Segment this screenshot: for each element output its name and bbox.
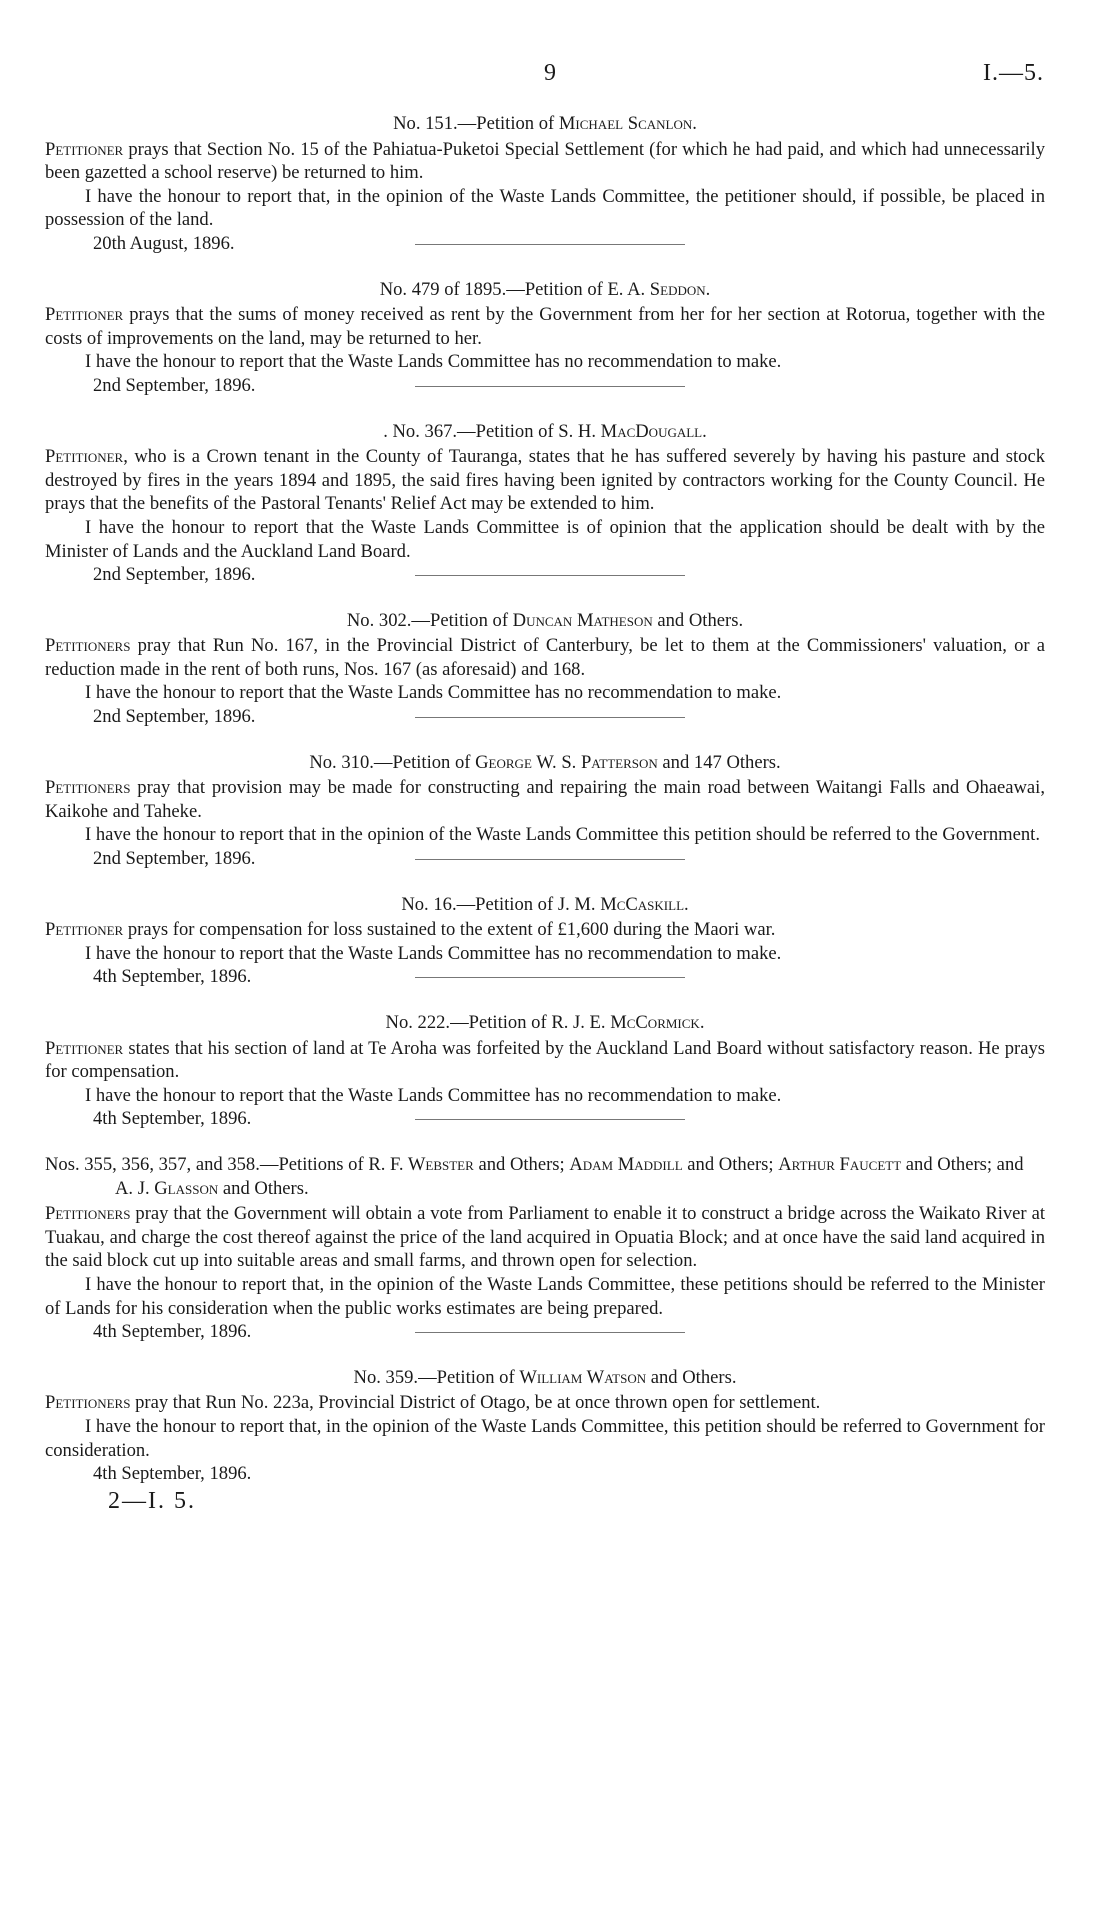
petitioner-name: Duncan Matheson (512, 609, 653, 631)
report-date-text: 2nd September, 1896. (93, 848, 256, 870)
section-divider (415, 717, 685, 718)
petitioner-name: George W. S. Patterson (475, 751, 658, 773)
petition-entry (45, 609, 1045, 729)
section-divider (415, 1332, 685, 1333)
petition-title-suffix: . (702, 420, 707, 442)
petition-prayer (45, 776, 1045, 823)
report-date (45, 563, 1045, 587)
petitioner-word: Petitioners (45, 635, 131, 657)
prayer-text: pray that Run No. 223a, Provincial District of Otago, be at once thrown open for settlement. (135, 1392, 821, 1414)
committee-report: I have the honour to report that the Waste Lands Committee is of opinion that the application should be dealt with by the Minister of Lands and the Auckland Land Board. (45, 516, 1045, 562)
section-divider (415, 386, 685, 387)
petition-title-suffix: and Others. (218, 1177, 309, 1199)
report-date (45, 965, 1045, 989)
petition-title (45, 112, 1045, 136)
petitions-list (45, 112, 1045, 1516)
report-date-text: 2nd September, 1896. (93, 564, 256, 586)
petitioner-word: Petitioners (45, 777, 131, 799)
report-date (45, 705, 1045, 729)
petitioner-name: Arthur Faucett (778, 1153, 902, 1175)
petitioner-name: William Watson (519, 1366, 647, 1388)
petition-number: No. 151.—Petition of (393, 113, 559, 134)
petitioner-name: Adam Maddill (569, 1153, 683, 1175)
petitioner-word: Petitioner (45, 304, 124, 326)
report-date (45, 1462, 1045, 1486)
petition-title-separator: and Others; (682, 1153, 779, 1175)
petition-entry (45, 1366, 1045, 1486)
petitioner-name: J. M. McCaskill (557, 893, 685, 915)
petition-prayer (45, 634, 1045, 681)
petition-number: No. 479 of 1895.—Petition of (379, 278, 608, 300)
report-date (45, 232, 1045, 256)
section-divider (415, 859, 685, 860)
report-date-text: 4th September, 1896. (93, 1463, 252, 1485)
petition-title-suffix: and Others. (652, 609, 744, 631)
document-reference: I.—5. (983, 60, 1044, 86)
prayer-text: prays that Section No. 15 of the Pahiatua-Puketoi Special Settlement (for which he had paid, and which had unnecessarily been gazetted a school reserve) be returned to him. (45, 138, 1045, 184)
petitioner-name: Michael Scanlon (558, 113, 693, 134)
prayer-text: prays that the sums of money received as rent by the Government from her for her section at Rotorua, together with the costs of improvements on the land, may be returned to her. (45, 304, 1045, 349)
committee-report: I have the honour to report that in the opinion of the Waste Lands Committee this petition should be referred to the Government. (85, 824, 1040, 846)
petition-entry (45, 1011, 1045, 1131)
petition-entry-multi (45, 1153, 1045, 1344)
section-divider (415, 1119, 685, 1120)
petition-entry (45, 893, 1045, 989)
report-date (45, 374, 1045, 398)
page-number: 9 (544, 60, 556, 86)
petition-entry (45, 112, 1045, 256)
petition-title-suffix: . (684, 893, 689, 915)
petition-title (45, 893, 1045, 917)
report-date-text: 2nd September, 1896. (93, 374, 256, 396)
petition-prayer (45, 1391, 1045, 1415)
petitioner-name: A. J. Glasson (115, 1177, 219, 1199)
petition-prayer (45, 1037, 1045, 1084)
committee-report: I have the honour to report that the Waste Lands Committee has no recommendation to make. (85, 682, 782, 704)
petition-number: No. 310.—Petition of (309, 751, 476, 773)
committee-report: I have the honour to report that the Waste Lands Committee has no recommendation to make. (85, 1084, 782, 1106)
section-divider (415, 244, 685, 245)
prayer-text: prays for compensation for loss sustained to the extent of £1,600 during the Maori war. (127, 919, 776, 941)
petition-number: No. 359.—Petition of (353, 1366, 520, 1388)
petition-title (45, 420, 1045, 444)
section-divider (415, 575, 685, 576)
signature-mark: 2—I. 5. (108, 1487, 196, 1514)
petition-title-suffix: . (699, 1012, 705, 1033)
petition-title (45, 751, 1045, 775)
petition-number: No. 222.—Petition of (385, 1012, 552, 1033)
committee-report: I have the honour to report that the Waste Lands Committee has no recommendation to make. (85, 351, 782, 373)
petition-title-separator: and Others; and (901, 1153, 1024, 1175)
petitioner-name: S. H. MacDougall (558, 420, 703, 442)
petition-title (45, 1366, 1045, 1390)
petition-title-suffix: and 147 Others. (657, 751, 781, 773)
petition-number: Nos. 355, 356, 357, and 358.—Petitions of (45, 1153, 369, 1175)
petition-prayer (45, 1202, 1045, 1273)
petition-title (45, 1011, 1045, 1035)
petition-entry (45, 278, 1045, 398)
petition-number: . No. 367.—Petition of (383, 420, 559, 442)
prayer-text: states that his section of land at Te Aroha was forfeited by the Auckland Land Board without satisfactory reason. He prays for compensation. (45, 1037, 1045, 1083)
petition-prayer (45, 918, 1045, 942)
report-date-text: 20th August, 1896. (93, 232, 235, 254)
report-date-text: 4th September, 1896. (93, 1321, 252, 1343)
petition-title-separator: and Others; (473, 1153, 570, 1175)
petition-prayer (45, 303, 1045, 350)
committee-report: I have the honour to report that, in the opinion of the Waste Lands Committee, the petitioner should, if possible, be placed in possession of the land. (45, 185, 1045, 231)
petitioner-word: Petitioner (45, 919, 124, 941)
petitioner-word: Petitioner (45, 446, 124, 468)
committee-report: I have the honour to report that, in the opinion of the Waste Lands Committee, these petitions should be referred to the Minister of Lands for his consideration when the public works estimates are being prepared. (45, 1273, 1045, 1319)
petition-title-suffix: . (705, 278, 711, 300)
prayer-text: , who is a Crown tenant in the County of Tauranga, states that he has suffered severely by having his pasture and stock destroyed by fires in the years 1894 and 1895, the said fires having been ignited by contractors working for the County Council. He prays that the benefits of the Pastoral Tenants' Relief Act may be extended to him. (45, 446, 1045, 515)
petition-title (45, 278, 1045, 302)
petition-entry (45, 751, 1045, 871)
report-date (45, 1320, 1045, 1344)
report-date (45, 847, 1045, 871)
petition-entry (45, 420, 1045, 587)
petitioner-name: R. F. Webster (368, 1153, 474, 1175)
prayer-text: pray that the Government will obtain a vote from Parliament to enable it to construct a bridge across the Waikato River at Tuakau, and charge the cost thereof against the price of the land acquired in Opuatia Block; and at once have the said land acquired in the said block cut up into suitable areas and small farms, and thrown open for selection. (45, 1203, 1045, 1272)
petition-title (45, 1153, 1045, 1200)
petitioner-word: Petitioner (45, 138, 124, 160)
report-date (45, 1107, 1045, 1131)
petition-prayer (45, 445, 1045, 516)
petitioner-name: E. A. Seddon (607, 278, 706, 300)
prayer-text: pray that Run No. 167, in the Provincial District of Canterbury, be let to them at the Commissioners' valuation, or a reduction made in the rent of both runs, Nos. 167 (as aforesaid) and 168. (45, 635, 1045, 680)
petitioner-word: Petitioner (45, 1037, 124, 1059)
petition-title-suffix: and Others. (646, 1366, 737, 1388)
petition-title-suffix: . (692, 113, 697, 134)
committee-report: I have the honour to report that, in the opinion of the Waste Lands Committee, this petition should be referred to Government for consideration. (45, 1415, 1045, 1461)
petition-prayer (45, 138, 1045, 185)
petition-title (45, 609, 1045, 633)
petitioner-word: Petitioners (45, 1203, 131, 1225)
prayer-text: pray that provision may be made for constructing and repairing the main road between Waitangi Falls and Ohaeawai, Kaikohe and Taheke. (45, 777, 1045, 822)
section-divider (415, 977, 685, 978)
petitioner-word: Petitioners (45, 1392, 131, 1414)
petition-number: No. 302.—Petition of (346, 609, 513, 631)
committee-report: I have the honour to report that the Waste Lands Committee has no recommendation to make. (85, 942, 782, 964)
report-date-text: 2nd September, 1896. (93, 706, 256, 728)
petition-number: No. 16.—Petition of (401, 893, 558, 915)
petitioner-name: R. J. E. McCormick (551, 1012, 700, 1033)
report-date-text: 4th September, 1896. (93, 1108, 252, 1130)
report-date-text: 4th September, 1896. (93, 966, 252, 988)
